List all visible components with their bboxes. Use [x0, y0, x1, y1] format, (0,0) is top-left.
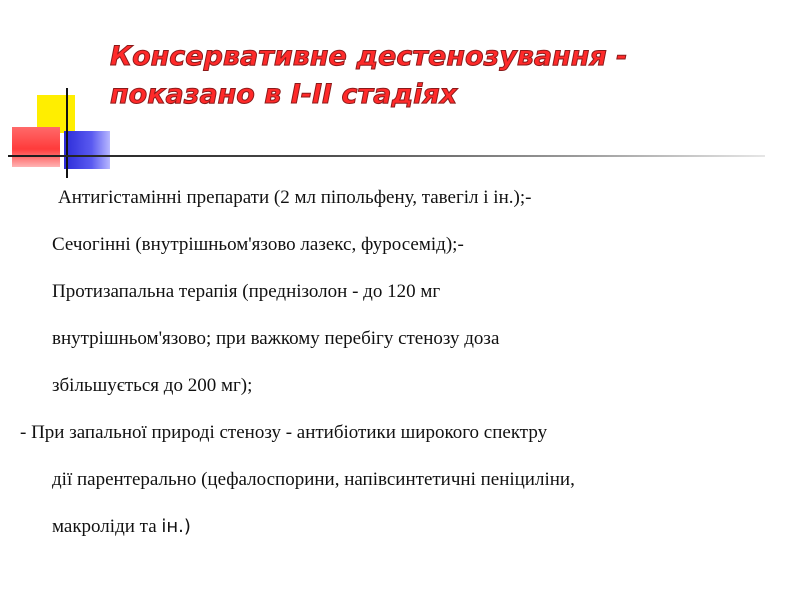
decorative-blue-square	[64, 131, 110, 169]
text-line: дії парентерально (цефалоспорини, напівсинтетичні пеніциліни,	[52, 469, 575, 490]
decorative-vertical-line	[66, 88, 68, 178]
text-line: - При запальної природі стенозу - антибіотики широкого спектру	[20, 422, 548, 443]
text-line: Протизапальна терапія (преднізолон - до 120 мг	[52, 281, 441, 302]
text-fragment-tail: ін.)	[161, 516, 191, 537]
text-line: внутрішньом'язово; при важкому перебігу стенозу доза	[52, 328, 500, 349]
text-line: Сечогінні (внутрішньом'язово лазекс, фуросемід);-	[52, 234, 464, 255]
text-fragment: макроліди та	[52, 516, 162, 537]
slide-title	[110, 38, 627, 114]
text-line: Антигістамінні препарати (2 мл піпольфену, тавегіл і ін.);-	[58, 187, 532, 208]
text-line: збільшується до 200 мг);	[52, 375, 253, 396]
paragraph-medications	[18, 186, 788, 397]
title-divider-line	[8, 155, 765, 157]
slide-title-line-1: Консервативне дестенозування -	[110, 41, 628, 72]
slide-title-line-2: показано в I-II стадіях	[110, 79, 458, 110]
decorative-red-square	[12, 127, 60, 167]
text-line-last	[18, 515, 788, 538]
slide-body	[18, 186, 788, 562]
paragraph-antibiotics	[18, 421, 788, 538]
